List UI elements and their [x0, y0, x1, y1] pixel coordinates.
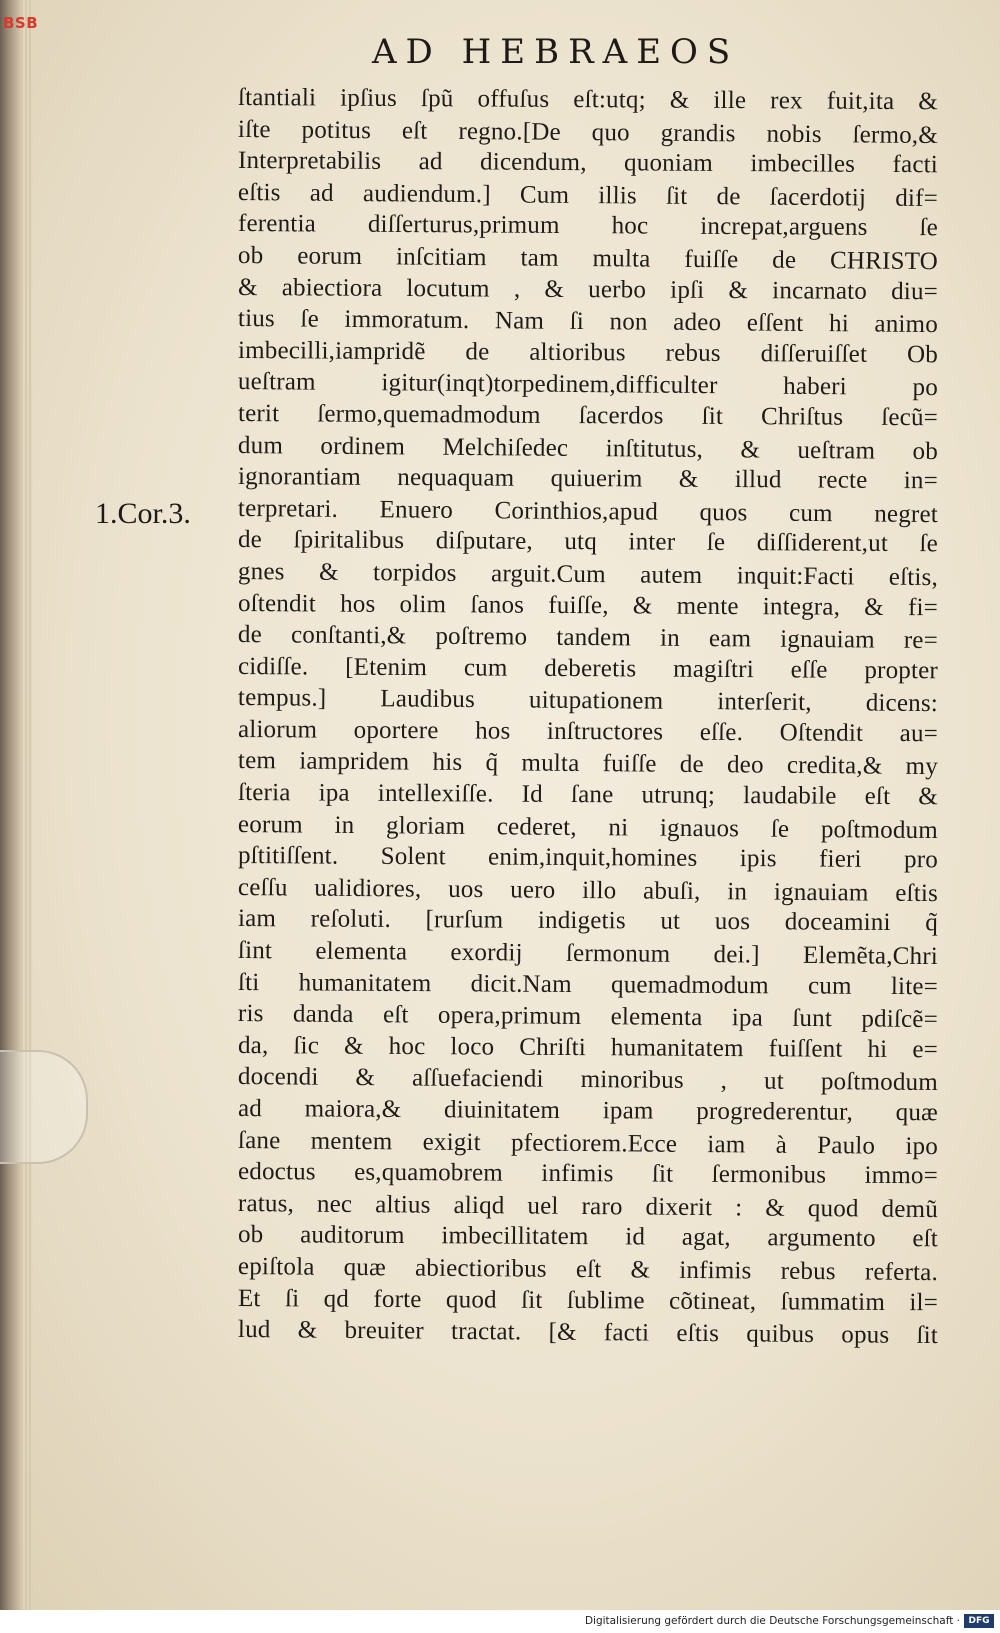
text-line: ſteria ipa intellexiſſe. Id ſane utrunq; laudabile eſt & [237, 779, 939, 811]
text-line: ob auditorum imbecillitatem id agat, argumento eſt [237, 1221, 939, 1253]
body-text [237, 82, 939, 1350]
page-edges [22, 0, 32, 1610]
text-line: iſte potitus eſt regno.[De quo grandis nobis ſermo,& [237, 115, 939, 149]
text-line: epiſtola quæ abiectioribus eſt & infimis rebus referta. [237, 1252, 939, 1287]
text-line: ob eorum inſcitiam tam multa fuiſſe de CHRISTO [237, 241, 939, 276]
text-line: ignorantiam nequaquam quiuerim & illud recte in= [237, 463, 939, 495]
text-line: ris danda eſt opera,primum elementa ipa ſunt pdiſcẽ= [237, 1000, 939, 1034]
text-line: ratus, nec altius aliqd uel raro dixerit : & quod demũ [237, 1189, 939, 1223]
text-line: da, ſic & hoc loco Chriſti humanitatem fuiſſent hi e= [237, 1031, 939, 1064]
text-line: eorum in gloriam cederet, ni ignauos ſe poſtmodum [237, 810, 939, 844]
text-line: tempus.] Laudibus uitupationem interſerit, dicens: [237, 684, 939, 718]
text-line: ſti humanitatem dicit.Nam quemadmodum cum lite= [237, 968, 939, 1000]
text-line: Et ſi qd forte quod ſit ſublime cõtineat, ſummatim il= [237, 1284, 939, 1316]
running-head: AD HEBRAEOS [372, 32, 740, 72]
text-line: de ſpiritalibus diſputare, utq inter ſe diſſiderent,ut ſe [237, 526, 939, 558]
text-line: oſtendit hos olim ſanos fuiſſe, & mente integra, & fi= [237, 589, 939, 621]
text-line: & abiectiora locutum , & uerbo ipſi & incarnato diu= [237, 273, 939, 305]
text-line: ueſtram igitur(inqt)torpedinem,difficulter haberi po [237, 368, 939, 402]
text-line: docendi & aſſuefaciendi minoribus , ut poſtmodum [237, 1063, 939, 1097]
text-line: Interpretabilis ad dicendum, quoniam imbecilles facti [237, 147, 939, 179]
text-line: tius ſe immoratum. Nam ſi non adeo eſſent hi animo [237, 305, 939, 339]
margin-note: 1.Cor.3. [95, 497, 191, 530]
text-line: terit ſermo,quemadmodum ſacerdos ſit Chriſtus ſecũ= [237, 399, 939, 432]
book-binding [0, 0, 22, 1610]
footer-bar [0, 1610, 1000, 1633]
text-line: dum ordinem Melchiſedec inſtitutus, & ueſtram ob [237, 431, 939, 465]
text-line: ad maiora,& diuinitatem ipam progrederentur, quæ [237, 1095, 939, 1127]
text-line: ſint elementa exordij ſermonum dei.] Elemẽta,Chri [237, 937, 939, 971]
text-line: eſtis ad audiendum.] Cum illis ſit de ſacerdotij dif= [237, 178, 939, 212]
text-line: iam reſoluti. [rurſum indigetis ut uos doceamini q̃ [237, 905, 939, 937]
text-line: tem iampridem his q̃ multa fuiſſe de deo credita,& my [237, 747, 939, 781]
library-logo: BSB [3, 14, 39, 32]
text-line: de conſtanti,& poſtremo tandem in eam ignauiam re= [237, 621, 939, 655]
text-line: edoctus es,quamobrem infimis ſit ſermonibus immo= [237, 1158, 939, 1190]
bookmark-tab [0, 1050, 88, 1164]
text-line: pſtitiſſent. Solent enim,inquit,homines ipis fieri pro [237, 842, 939, 874]
text-line: imbecilli,iampridẽ de altioribus rebus diſſeruiſſet Ob [237, 336, 939, 369]
text-line: ceſſu ualidiores, uos uero illo abuſi, in ignauiam eſtis [237, 873, 939, 907]
text-line: ferentia diſſerturus,primum hoc increpat,arguens ſe [237, 210, 939, 242]
funding-credit: Digitalisierung gefördert durch die Deutsche Forschungsgemeinschaft · [584, 1615, 960, 1627]
text-line: terpretari. Enuero Corinthios,apud quos cum negret [237, 494, 939, 528]
text-line: ſtantiali ipſius ſpũ offuſus eſt:utq; & ille rex fuit,ita & [237, 84, 939, 116]
text-line: cidiſſe. [Etenim cum deberetis magiſtri eſſe propter [237, 652, 939, 684]
text-line: ſane mentem exigit pfectiorem.Ecce iam à Paulo ipo [237, 1126, 939, 1160]
text-line: lud & breuiter tractat. [& facti eſtis quibus opus ſit [237, 1316, 939, 1350]
dfg-logo: DFG [964, 1614, 994, 1628]
text-line: gnes & torpidos arguit.Cum autem inquit:Facti eſtis, [237, 557, 939, 592]
text-line: aliorum oportere hos inſtructores eſſe. Oſtendit au= [237, 715, 939, 748]
